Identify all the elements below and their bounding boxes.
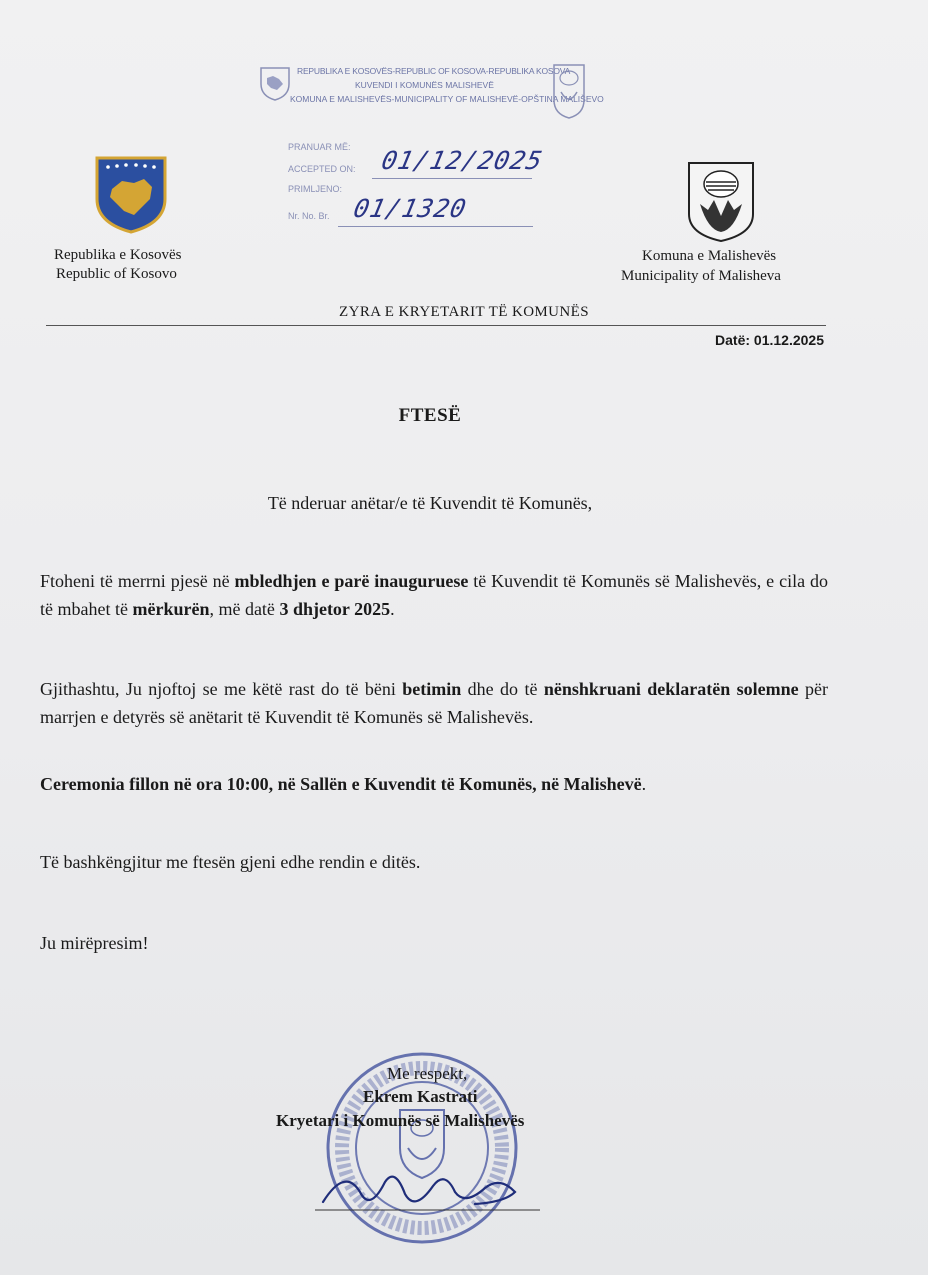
stamp-underline bbox=[338, 226, 533, 227]
stamp-underline bbox=[372, 178, 532, 179]
reception-stamp bbox=[255, 62, 604, 122]
header-divider bbox=[46, 325, 826, 326]
signature-regards: Me respekt, bbox=[387, 1064, 468, 1083]
kosovo-coat-of-arms bbox=[94, 155, 168, 235]
signatory-role: Kryetari i Komunës së Malishevës bbox=[276, 1111, 525, 1130]
paragraph-ceremony: Ceremonia fillon në ora 10:00, në Sallën e Kuvendit të Komunës, në Malishevë. bbox=[40, 774, 647, 794]
signatory-name: Ekrem Kastrati bbox=[363, 1087, 478, 1106]
stamp-label-pranuar: PRANUAR MË: bbox=[288, 142, 351, 152]
closing-greeting: Ju mirëpresim! bbox=[40, 933, 149, 953]
municipality-name-sq: Komuna e Malishevës bbox=[642, 248, 777, 264]
office-name: ZYRA E KRYETARIT TË KOMUNËS bbox=[339, 304, 589, 320]
handwritten-date: 01/12/2025 bbox=[378, 146, 546, 175]
document-date: Datë: 01.12.2025 bbox=[715, 332, 824, 348]
letter-title: FTESË bbox=[398, 405, 462, 426]
stamp-text-line1: REPUBLIKA E KOSOVËS-REPUBLIC OF KOSOVA-REPUBLIKA KOSOVA bbox=[297, 66, 571, 76]
handwritten-signature bbox=[315, 1162, 545, 1222]
stamp-text-line3: KOMUNA E MALISHEVËS-MUNICIPALITY OF MALISHEVË-OPŠTINA MALIŠEVO bbox=[290, 94, 604, 104]
country-name-sq: Republika e Kosovës bbox=[54, 247, 182, 263]
municipality-name-en: Municipality of Malisheva bbox=[621, 268, 781, 284]
stamp-label-accepted: ACCEPTED ON: bbox=[288, 164, 356, 174]
paragraph-oath: Gjithashtu, Ju njoftoj se me këtë rast do të bëni betimin dhe do të nënshkruani deklaratën solemne për marrjen e detyrës së anëtarit të Kuvendit të Komunës së Malishevës. bbox=[40, 679, 829, 727]
stamp-kosovo-emblem bbox=[257, 64, 293, 102]
country-name-en: Republic of Kosovo bbox=[56, 266, 177, 282]
handwritten-number: 01/1320 bbox=[350, 194, 470, 223]
paragraph-invitation: Ftoheni të merrni pjesë në mbledhjen e parë inauguruese të Kuvendit të Komunës së Malishevës, e cila do të mbahet të mërkurën, më datë 3 dhjetor 2025. bbox=[40, 571, 828, 619]
stamp-label-primljeno: PRIMLJENO: bbox=[288, 184, 343, 194]
stamp-malisheva-emblem bbox=[551, 62, 587, 120]
salutation: Të nderuar anëtar/e të Kuvendit të Komunës, bbox=[267, 493, 593, 513]
stamp-text-line2: KUVENDI I KOMUNËS MALISHEVË bbox=[355, 80, 494, 90]
paragraph-attachment: Të bashkëngjitur me ftesën gjeni edhe rendin e ditës. bbox=[40, 852, 421, 872]
malisheva-coat-of-arms bbox=[686, 160, 756, 244]
stamp-label-nr: Nr. No. Br. bbox=[288, 211, 330, 221]
